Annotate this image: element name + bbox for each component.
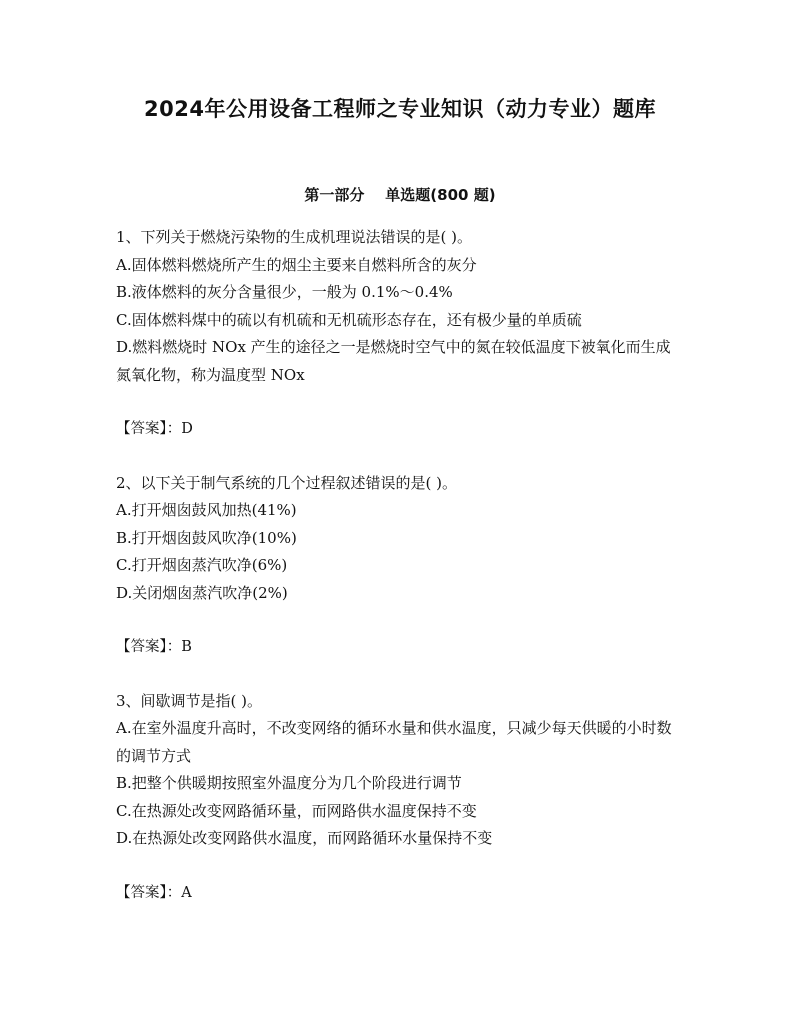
- question-2: [116, 470, 676, 662]
- answer-label: 【答案】：: [116, 639, 182, 655]
- answer-value: A: [181, 884, 192, 901]
- option-c: C.在热源处改变网路循环量，而网路供水温度保持不变: [116, 801, 477, 820]
- question-stem: 3、间歇调节是指( )。: [116, 691, 263, 710]
- answer-label: 【答案】：: [116, 421, 182, 437]
- option-d: D.在热源处改变网路供水温度，而网路循环水量保持不变: [116, 829, 493, 847]
- section-title: 第一部分 单选题(800 题): [304, 186, 496, 204]
- option-a: A.固体燃料燃烧所产生的烟尘主要来自燃料所含的灰分: [116, 255, 477, 274]
- option-c: C.打开烟囱蒸汽吹净(6%): [116, 556, 288, 574]
- option-b: B.液体燃料的灰分含量很少，一般为 0.1%～0.4%: [116, 283, 453, 301]
- question-list: [116, 224, 676, 933]
- question-1: [116, 224, 676, 444]
- answer-line: [116, 880, 676, 908]
- question-stem: 2、以下关于制气系统的几个过程叙述错误的是( )。: [116, 473, 458, 492]
- option-b: B.打开烟囱鼓风吹净(10%): [116, 528, 297, 547]
- answer-value: D: [181, 421, 193, 437]
- option-a: A.在室外温度升高时，不改变网络的循环水量和供水温度，只减少每天供暖的小时数的调节方式: [116, 719, 672, 765]
- answer-label: 【答案】：: [116, 884, 182, 901]
- option-c: C.固体燃料煤中的硫以有机硫和无机硫形态存在，还有极少量的单质硫: [116, 310, 582, 329]
- document-title: 2024年公用设备工程师之专业知识（动力专业）题库: [144, 97, 656, 121]
- option-d: D.关闭烟囱蒸汽吹净(2%): [116, 583, 288, 602]
- option-a: A.打开烟囱鼓风加热(41%): [116, 501, 297, 519]
- question-stem: 1、下列关于燃烧污染物的生成机理说法错误的是( )。: [116, 228, 473, 246]
- answer-value: B: [181, 639, 192, 655]
- answer-line: [116, 634, 676, 662]
- answer-line: [116, 416, 676, 444]
- option-d: D.燃料燃烧时 NOx 产生的途径之一是燃烧时空气中的氮在较低温度下被氧化而生成氮氧化物，称为温度型 NOx: [116, 338, 671, 384]
- question-3: [116, 688, 676, 908]
- option-b: B.把整个供暖期按照室外温度分为几个阶段进行调节: [116, 774, 462, 792]
